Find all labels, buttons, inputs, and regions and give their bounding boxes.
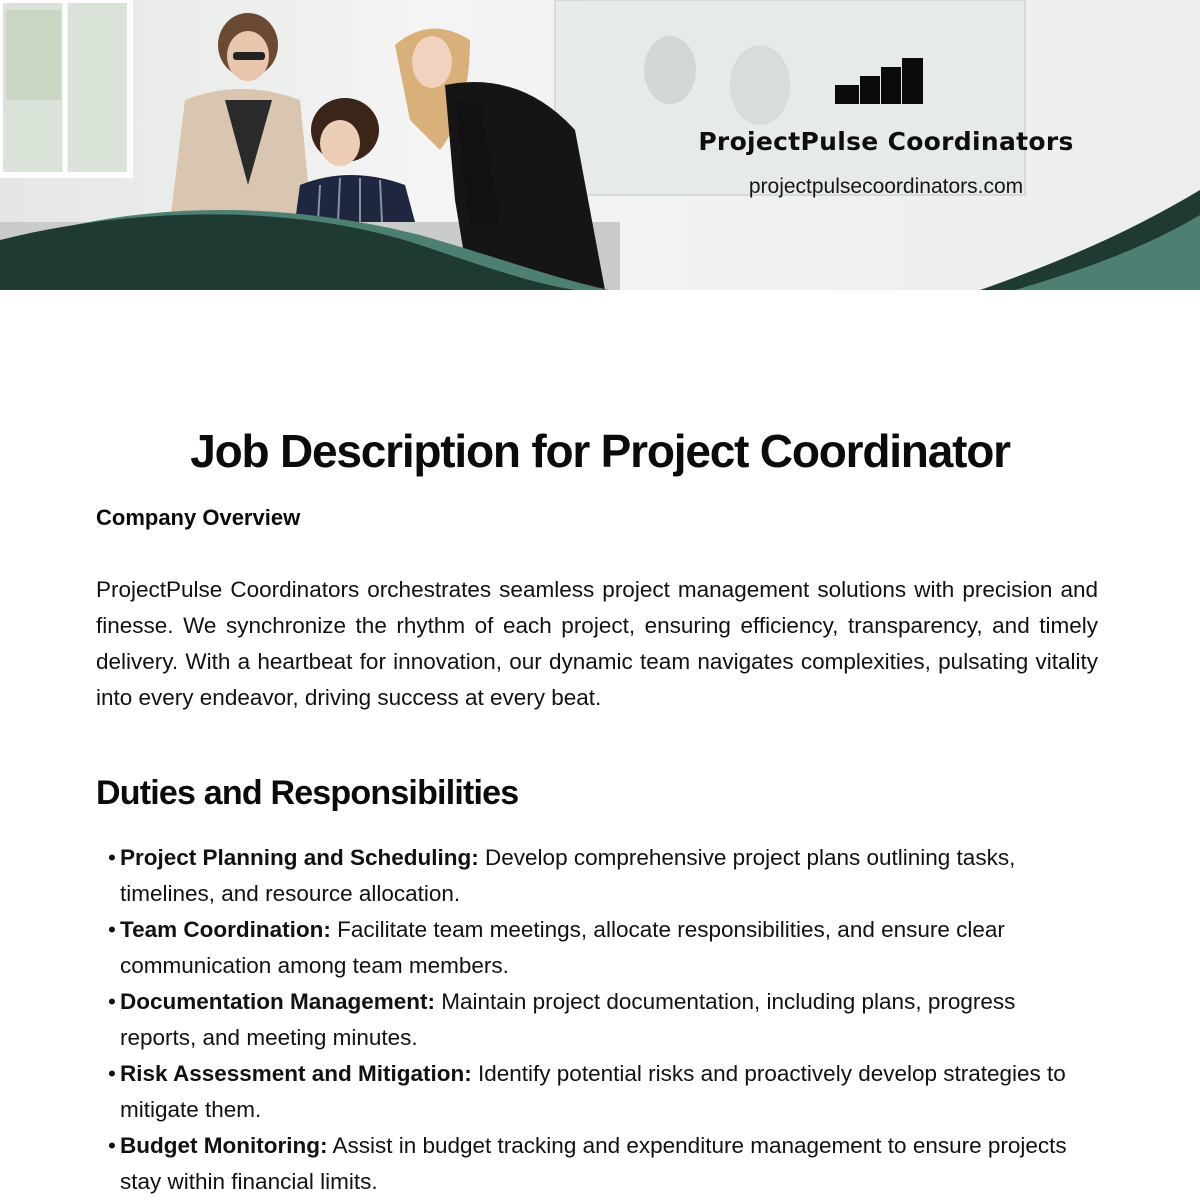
bullet-icon: • [108, 989, 116, 1014]
duty-item [108, 912, 1088, 984]
company-overview-label: Company Overview [96, 505, 301, 530]
document-title: Job Description for Project Coordinator [190, 425, 1010, 477]
bullet-icon: • [108, 845, 116, 870]
duty-text: Assist in budget tracking and expenditure management to ensure projects stay within financial limits. [120, 1133, 1067, 1194]
bullet-icon: • [108, 1133, 116, 1158]
duty-title: Risk Assessment and Mitigation: [120, 1061, 472, 1086]
duty-title: Budget Monitoring: [120, 1133, 328, 1158]
duties-list [108, 840, 1088, 1200]
bullet-icon: • [108, 1061, 116, 1086]
duty-text: Facilitate team meetings, allocate responsibilities, and ensure clear communication among team members. [120, 917, 1005, 978]
duty-title: Team Coordination: [120, 917, 331, 942]
duty-item [108, 840, 1088, 912]
company-name: ProjectPulse Coordinators [698, 127, 1074, 156]
duty-item [108, 1128, 1088, 1200]
duty-item [108, 984, 1088, 1056]
duty-title: Project Planning and Scheduling: [120, 845, 479, 870]
duties-heading: Duties and Responsibilities [96, 774, 519, 812]
duty-title: Documentation Management: [120, 989, 436, 1014]
bullet-icon: • [108, 917, 116, 942]
bar-chart-logo-icon [835, 58, 923, 104]
duty-item [108, 1056, 1088, 1128]
duty-text: Maintain project documentation, including plans, progress reports, and meeting minutes. [120, 989, 1016, 1050]
header-banner [0, 0, 1200, 290]
company-overview-text: ProjectPulse Coordinators orchestrates seamless project management solutions with precision and finesse. We synchronize the rhythm of each project, ensuring efficiency, transparency, and timely delivery. With a heartbeat for innovation, our dynamic team navigates complexities, pulsating vitality into every endeavor, driving success at every beat. [96, 577, 1098, 710]
company-website[interactable]: projectpulsecoordinators.com [748, 175, 1024, 198]
duty-text: Develop comprehensive project plans outlining tasks, timelines, and resource allocation. [120, 845, 1016, 906]
duty-text: Identify potential risks and proactively develop strategies to mitigate them. [120, 1061, 1066, 1122]
